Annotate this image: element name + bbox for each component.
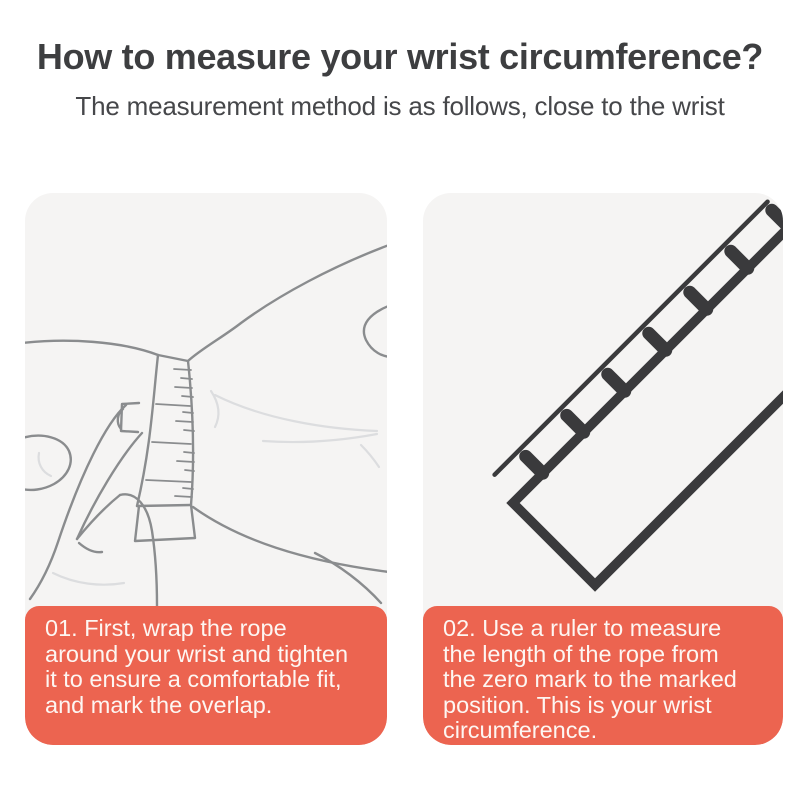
step-card-2 [423,193,783,745]
step-2-caption: 02. Use a ruler to measure the length of the rope from the zero mark to the marked position. This is your wrist circumference. [423,606,783,745]
page-title: How to measure your wrist circumference? [36,36,764,77]
step-1-caption: 01. First, wrap the rope around your wrist and tighten it to ensure a comfortable fit, and mark the overlap. [25,606,387,745]
measuring-tape [135,355,195,541]
page-subtitle: The measurement method is as follows, close to the wrist [75,91,725,121]
thumb [25,436,71,490]
wrist-tape-illustration [25,193,387,606]
tape-tick-marks [146,369,194,497]
hand-shading [39,391,379,585]
header [0,0,800,122]
ruler-icon [423,193,783,606]
hand-measuring-wrist-icon [25,193,387,606]
ruler-body [513,193,783,585]
ruler-guide-line [495,202,768,475]
step-cards [25,193,783,745]
arm-and-hand-outline [25,245,387,603]
step-card-1 [25,193,387,745]
ruler-illustration [423,193,783,606]
